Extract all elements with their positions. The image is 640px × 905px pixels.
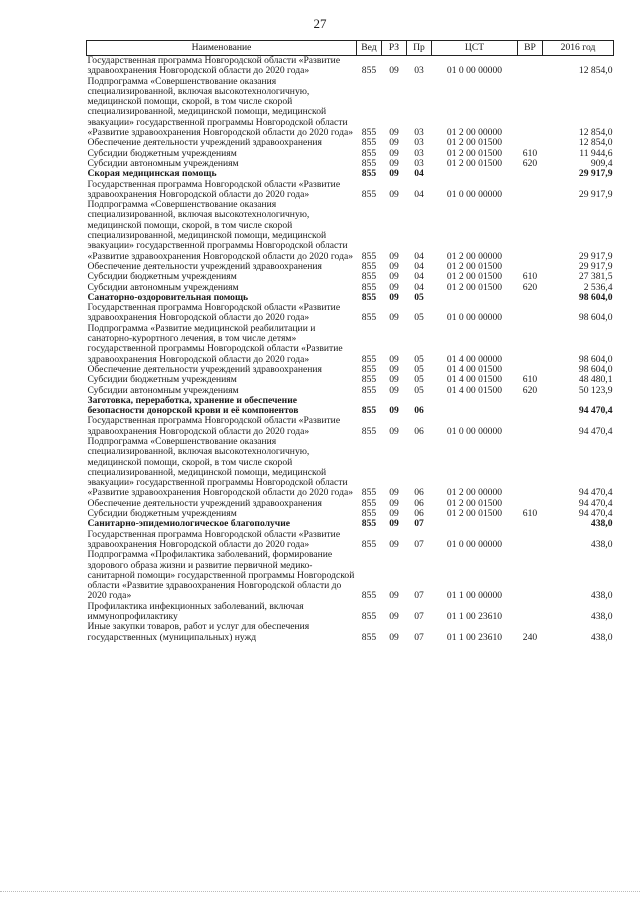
cell-rz: 09 — [389, 518, 399, 530]
cell-amount: 48 480,1 — [578, 374, 613, 386]
cell-name: Субсидии бюджетным учреждениям — [87, 508, 237, 520]
cell-cst: 01 2 00 01500 — [446, 137, 503, 149]
cell-vr — [518, 437, 543, 499]
cell-cst: 01 0 00 00000 — [446, 312, 503, 324]
cell-amount: 50 123,9 — [578, 384, 613, 396]
cell-pr: 07 — [414, 631, 424, 643]
cell-pr: 06 — [414, 425, 424, 437]
cell-ved: 855 — [361, 157, 377, 169]
cell-name: Субсидии бюджетным учреждениям — [87, 147, 237, 159]
cell-name: Заготовка, переработка, хранение и обеспечение безопасности донорской крови и её компонентов — [87, 394, 299, 417]
cell-name: Субсидии автономным учреждениям — [87, 281, 239, 293]
cell-ved: 855 — [361, 590, 377, 602]
cell-name: Подпрограмма «Совершенствование оказания специализированной, включая высокотехнологичную, медицинской помощи, скорой, в том числе скорой специализированной, медицинской помощи, медицинской эвакуации» государственной программы Новгородской области «Развитие здравоохранения Новгородской области до 2020 года» — [87, 435, 354, 499]
cell-pr: 04 — [414, 250, 424, 262]
cell-name: Скорая медицинская помощь — [87, 168, 217, 180]
cell-name: Государственная программа Новгородской области «Развитие здравоохранения Новгородской области до 2020 года» — [87, 178, 341, 200]
cell-pr: 07 — [414, 538, 424, 550]
cell-pr: 04 — [414, 271, 424, 283]
cell-vr: 610 — [522, 271, 538, 283]
cell-ved: 855 — [361, 363, 377, 375]
cell-amount: 98 604,0 — [578, 363, 613, 375]
cell-amount: 12 854,0 — [578, 127, 613, 139]
cell-rz: 09 — [389, 312, 399, 324]
cell-ved: 855 — [361, 538, 377, 550]
cell-pr: 03 — [414, 147, 424, 159]
cell-cst: 01 2 00 01500 — [446, 157, 503, 169]
cell-cst: 01 0 00 00000 — [446, 425, 503, 437]
cell-ved: 855 — [361, 65, 377, 77]
cell-pr: 05 — [414, 291, 424, 303]
table-row — [87, 272, 614, 282]
cell-pr: 05 — [414, 353, 424, 365]
table-row — [87, 200, 614, 262]
table-row — [87, 303, 614, 324]
cell-amount: 29 917,9 — [578, 260, 613, 272]
cell-pr: 05 — [414, 374, 424, 386]
cell-rz: 09 — [389, 363, 399, 375]
cell-cst: 01 0 00 00000 — [446, 65, 503, 77]
cell-vr — [518, 56, 543, 77]
cell-amount: 94 470,4 — [578, 497, 613, 509]
cell-ved: 855 — [361, 137, 377, 149]
cell-name: Профилактика инфекционных заболеваний, включая иммунопрофилактику — [87, 600, 304, 623]
cell-cst: 01 2 00 01500 — [446, 497, 503, 509]
cell-name: Иные закупки товаров, работ и услуг для обеспечения государственных (муниципальных) нужд — [87, 621, 310, 643]
cell-cst — [432, 169, 518, 179]
cell-ved: 855 — [361, 374, 377, 386]
cell-ved: 855 — [361, 384, 377, 396]
cell-amount: 98 604,0 — [578, 291, 613, 303]
table-row — [87, 416, 614, 437]
cell-amount: 29 917,9 — [578, 188, 613, 200]
cell-vr: 240 — [522, 631, 538, 643]
cell-ved: 855 — [361, 291, 377, 303]
cell-name: Государственная программа Новгородской области «Развитие здравоохранения Новгородской области до 2020 года» — [87, 55, 341, 77]
cell-amount: 909,4 — [590, 157, 613, 169]
cell-cst: 01 4 00 01500 — [446, 363, 503, 375]
cell-name: Субсидии автономным учреждениям — [87, 384, 239, 396]
cell-ved: 855 — [361, 611, 377, 623]
page-number: 27 — [313, 16, 327, 31]
cell-pr: 03 — [414, 127, 424, 139]
cell-ved: 855 — [361, 271, 377, 283]
cell-amount: 29 917,9 — [578, 250, 613, 262]
cell-vr: 610 — [522, 374, 538, 386]
cell-vr: 620 — [522, 157, 538, 169]
cell-vr — [518, 303, 543, 324]
cell-rz: 09 — [389, 405, 399, 417]
cell-rz: 09 — [389, 538, 399, 550]
cell-cst: 01 1 00 00000 — [446, 590, 503, 602]
cell-ved: 855 — [361, 487, 377, 499]
cell-pr: 04 — [414, 168, 424, 180]
budget-table — [86, 40, 614, 643]
cell-pr: 03 — [414, 157, 424, 169]
cell-amount: 27 381,5 — [578, 271, 613, 283]
cell-pr: 05 — [414, 363, 424, 375]
cell-amount: 2 536,4 — [583, 281, 613, 293]
cell-pr: 06 — [414, 497, 424, 509]
cell-cst: 01 1 00 23610 — [446, 611, 503, 623]
cell-amount: 438,0 — [590, 631, 613, 643]
cell-rz: 09 — [389, 425, 399, 437]
cell-amount: 12 854,0 — [578, 65, 613, 77]
header-ved: Вед — [357, 41, 382, 56]
cell-name: Государственная программа Новгородской области «Развитие здравоохранения Новгородской области до 2020 года» — [87, 528, 341, 550]
cell-vr — [518, 602, 543, 623]
cell-ved: 855 — [361, 312, 377, 324]
table-row — [87, 437, 614, 499]
cell-rz: 09 — [389, 271, 399, 283]
cell-ved: 855 — [361, 497, 377, 509]
header-pr: Пр — [407, 41, 432, 56]
table-row — [87, 550, 614, 601]
cell-vr — [518, 77, 543, 139]
cell-cst: 01 2 00 01500 — [446, 281, 503, 293]
cell-cst — [432, 519, 518, 529]
table-row — [87, 324, 614, 365]
cell-ved: 855 — [361, 127, 377, 139]
cell-ved: 855 — [361, 250, 377, 262]
header-vr: ВР — [518, 41, 543, 56]
cell-rz: 09 — [389, 188, 399, 200]
header-year: 2016 год — [543, 41, 614, 56]
cell-cst — [432, 396, 518, 417]
cell-amount: 94 470,4 — [578, 508, 613, 520]
cell-name: Государственная программа Новгородской области «Развитие здравоохранения Новгородской области до 2020 года» — [87, 415, 341, 437]
cell-ved: 855 — [361, 147, 377, 159]
cell-pr: 06 — [414, 405, 424, 417]
cell-rz: 09 — [389, 127, 399, 139]
cell-name: Санаторно-оздоровительная помощь — [87, 291, 249, 303]
cell-rz: 09 — [389, 65, 399, 77]
header-rz: РЗ — [382, 41, 407, 56]
cell-name: Субсидии бюджетным учреждениям — [87, 271, 237, 283]
table-row — [87, 56, 614, 77]
cell-pr: 07 — [414, 518, 424, 530]
cell-name: Обеспечение деятельности учреждений здравоохранения — [87, 260, 322, 272]
cell-vr: 620 — [522, 384, 538, 396]
table-row — [87, 530, 614, 551]
table-row — [87, 375, 614, 385]
cell-name: Государственная программа Новгородской области «Развитие здравоохранения Новгородской области до 2020 года» — [87, 302, 341, 324]
cell-rz: 09 — [389, 260, 399, 272]
table-row — [87, 622, 614, 643]
cell-rz: 09 — [389, 487, 399, 499]
cell-vr — [518, 293, 543, 303]
cell-cst: 01 2 00 00000 — [446, 487, 503, 499]
cell-ved: 855 — [361, 508, 377, 520]
cell-ved: 855 — [361, 425, 377, 437]
cell-vr — [518, 200, 543, 262]
cell-pr: 03 — [414, 65, 424, 77]
cell-rz: 09 — [389, 353, 399, 365]
cell-cst: 01 0 00 00000 — [446, 538, 503, 550]
header-cst: ЦСТ — [432, 41, 518, 56]
cell-cst: 01 4 00 00000 — [446, 353, 503, 365]
cell-name: Субсидии бюджетным учреждениям — [87, 374, 237, 386]
cell-vr: 620 — [522, 281, 538, 293]
cell-ved: 855 — [361, 631, 377, 643]
cell-cst: 01 2 00 00000 — [446, 250, 503, 262]
cell-vr — [518, 416, 543, 437]
cell-vr: 610 — [522, 508, 538, 520]
cell-vr — [518, 324, 543, 365]
cell-cst — [432, 293, 518, 303]
cell-cst: 01 2 00 00000 — [446, 127, 503, 139]
cell-name: Подпрограмма «Развитие медицинской реабилитации и санаторно-курортного лечения, в том числе детям» государственной программы Новгородской области «Развитие здравоохранения Новгородской области до 2020 года» — [87, 322, 343, 365]
cell-vr — [518, 169, 543, 179]
cell-ved: 855 — [361, 188, 377, 200]
cell-vr — [518, 550, 543, 601]
cell-ved: 855 — [361, 518, 377, 530]
cell-rz: 09 — [389, 631, 399, 643]
cell-amount: 438,0 — [590, 538, 613, 550]
cell-cst: 01 2 00 01500 — [446, 271, 503, 283]
cell-amount: 94 470,4 — [578, 487, 613, 499]
cell-cst: 01 4 00 01500 — [446, 374, 503, 386]
cell-name: Санитарно-эпидемиологическое благополучие — [87, 518, 290, 530]
table-row — [87, 602, 614, 623]
table-header-row — [87, 41, 614, 56]
cell-amount: 94 470,4 — [578, 425, 613, 437]
cell-amount: 11 944,6 — [579, 147, 613, 159]
cell-cst: 01 2 00 01500 — [446, 260, 503, 272]
cell-ved: 855 — [361, 281, 377, 293]
cell-cst: 01 1 00 23610 — [446, 631, 503, 643]
cell-amount: 29 917,9 — [578, 168, 613, 180]
cell-rz: 09 — [389, 147, 399, 159]
cell-pr: 06 — [414, 487, 424, 499]
cell-vr: 610 — [522, 147, 538, 159]
cell-rz: 09 — [389, 291, 399, 303]
cell-pr: 07 — [414, 590, 424, 602]
cell-amount: 94 470,4 — [578, 405, 613, 417]
table-row — [87, 180, 614, 201]
cell-rz: 09 — [389, 497, 399, 509]
scan-footer-dots — [0, 891, 640, 895]
cell-rz: 09 — [389, 281, 399, 293]
cell-name: Подпрограмма «Профилактика заболеваний, формирование здорового образа жизни и развитие первичной медико-санитарной помощи» государственной программы Новгородской области «Развитие здравоохранения Новгородской области до 2020 года» — [87, 549, 355, 602]
cell-pr: 04 — [414, 188, 424, 200]
cell-cst: 01 4 00 01500 — [446, 384, 503, 396]
cell-pr: 04 — [414, 281, 424, 293]
cell-amount: 12 854,0 — [578, 137, 613, 149]
cell-cst: 01 0 00 00000 — [446, 188, 503, 200]
cell-cst: 01 2 00 01500 — [446, 508, 503, 520]
cell-pr: 04 — [414, 260, 424, 272]
cell-rz: 09 — [389, 250, 399, 262]
cell-rz: 09 — [389, 374, 399, 386]
cell-name: Подпрограмма «Совершенствование оказания специализированной, включая высокотехнологичную, медицинской помощи, скорой, в том числе скорой специализированной, медицинской помощи, медицинской эвакуации» государственной программы Новгородской области «Развитие здравоохранения Новгородской области до 2020 года» — [87, 199, 354, 262]
cell-rz: 09 — [389, 157, 399, 169]
cell-pr: 05 — [414, 384, 424, 396]
header-name: Наименование — [87, 41, 357, 56]
cell-ved: 855 — [361, 260, 377, 272]
table-row — [87, 77, 614, 139]
cell-name: Подпрограмма «Совершенствование оказания специализированной, включая высокотехнологичную, медицинской помощи, скорой, в том числе скорой специализированной, медицинской помощи, медицинской эвакуации» государственной программы Новгородской области «Развитие здравоохранения Новгородской области до 2020 года» — [87, 75, 354, 139]
cell-vr — [518, 519, 543, 529]
cell-pr: 07 — [414, 611, 424, 623]
cell-ved: 855 — [361, 405, 377, 417]
cell-name: Обеспечение деятельности учреждений здравоохранения — [87, 363, 322, 375]
cell-amount: 98 604,0 — [578, 353, 613, 365]
cell-pr: 05 — [414, 312, 424, 324]
cell-rz: 09 — [389, 590, 399, 602]
cell-name: Обеспечение деятельности учреждений здравоохранения — [87, 137, 322, 149]
cell-ved: 855 — [361, 353, 377, 365]
cell-amount: 438,0 — [590, 611, 613, 623]
cell-name: Обеспечение деятельности учреждений здравоохранения — [87, 497, 322, 509]
cell-name: Субсидии автономным учреждениям — [87, 157, 239, 169]
cell-rz: 09 — [389, 508, 399, 520]
cell-rz: 09 — [389, 384, 399, 396]
cell-pr: 06 — [414, 508, 424, 520]
cell-amount: 438,0 — [590, 590, 613, 602]
cell-amount: 98 604,0 — [578, 312, 613, 324]
cell-pr: 03 — [414, 137, 424, 149]
cell-amount: 438,0 — [590, 518, 613, 530]
table-row — [87, 396, 614, 417]
cell-vr — [518, 530, 543, 551]
cell-rz: 09 — [389, 137, 399, 149]
cell-ved: 855 — [361, 168, 377, 180]
cell-cst: 01 2 00 01500 — [446, 147, 503, 159]
cell-rz: 09 — [389, 168, 399, 180]
cell-vr — [518, 396, 543, 417]
cell-vr — [518, 180, 543, 201]
cell-rz: 09 — [389, 611, 399, 623]
